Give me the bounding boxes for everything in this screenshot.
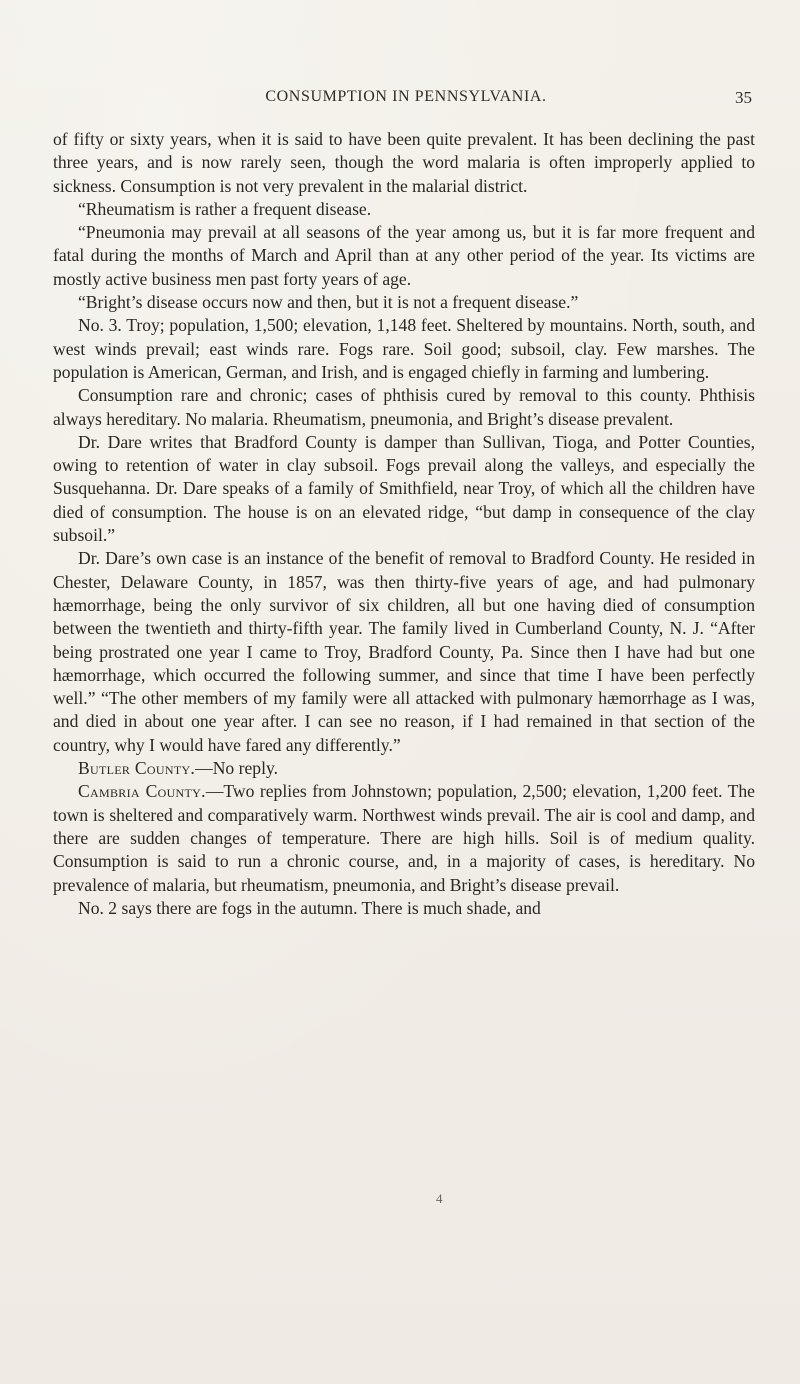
paragraph-2 [53,198,755,221]
paragraph-text: Dr. Dare writes that Bradford County is damper than Sullivan, Tioga, and Potter Counties, owing to retention of water in clay subsoil. Fogs prevail along the valleys, and especially the Susquehanna. Dr. Dare speaks of a family of Smithfield, near Troy, of which all the children have died of consumption. The house is on an elevated ridge, “but damp in consequence of the clay subsoil.” [53,431,755,546]
paragraph-text: “Rheumatism is rather a frequent disease. [78,198,372,219]
paragraph-text: “Pneumonia may prevail at all seasons of the year among us, but it is far more frequent and fatal during the months of March and April than at any other period of the year. Its victims are mostly active business men past forty years of age. [53,222,755,289]
paragraph-text: “Bright’s disease occurs now and then, but it is not a frequent disease.” [78,292,579,313]
paragraph-1 [53,128,755,198]
paragraph-8 [53,547,755,757]
paragraph-11 [53,897,755,920]
paragraph-6 [53,384,755,431]
body-text [53,128,755,920]
paragraph-3 [53,221,755,291]
county-heading: Cambria County. [78,781,206,802]
running-head: CONSUMPTION IN PENNSYLVANIA. [265,88,547,105]
paragraph-10 [53,780,755,896]
paragraph-text: —No reply. [195,758,279,779]
paragraph-text: No. 2 says there are fogs in the autumn. There is much shade, and [78,897,541,918]
signature-mark: 4 [436,1191,443,1206]
county-heading: Butler County. [78,758,196,779]
paragraph-7 [53,431,755,547]
page-header [60,88,752,114]
page-number: 35 [735,88,752,107]
paragraph-text: Dr. Dare’s own case is an instance of the benefit of removal to Bradford County. He resided in Chester, Delaware County, in 1857, was then thirty-five years of age, and had pulmonary hæmorrhage, being the only survivor of six children, all but one having died of consumption between the twentieth and thirty-fifth year. The family lived in Cumberland County, N. J. “After being prostrated one year I came to Troy, Bradford County, Pa. Since then I have had but one hæmorrhage, which occurred the following summer, and since that time I have been perfectly well.” “The other members of my family were all attacked with pulmonary hæmorrhage as I was, and died in about one year after. I can see no reason, if I had remained in that section of the country, why I would have fared any differently.” [53,548,755,755]
paragraph-text: Consumption rare and chronic; cases of phthisis cured by removal to this county. Phthisis always hereditary. No malaria. Rheumatism, pneumonia, and Bright’s disease prevalent. [53,385,755,429]
paragraph-5 [53,314,755,384]
paragraph-text: No. 3. Troy; population, 1,500; elevation, 1,148 feet. Sheltered by mountains. North, south, and west winds prevail; east winds rare. Fogs rare. Soil good; subsoil, clay. Few marshes. The population is American, German, and Irish, and is engaged chiefly in farming and lumbering. [53,315,755,382]
paragraph-4 [53,291,755,314]
paragraph-9 [53,757,755,780]
paragraph-text: —Two replies from Johnstown; population, 2,500; elevation, 1,200 feet. The town is sheltered and comparatively warm. Northwest winds prevail. The air is cool and damp, and there are sudden changes of temperature. There are high hills. Soil is of medium quality. Consumption is said to run a chronic course, and, in a majority of cases, is hereditary. No prevalence of malaria, but rheumatism, pneumonia, and Bright’s disease prevail. [53,781,755,895]
paragraph-text: of fifty or sixty years, when it is said to have been quite prevalent. It has been declining the past three years, and is now rarely seen, though the word malaria is often improperly applied to sickness. Consumption is not very prevalent in the malarial district. [53,129,755,196]
